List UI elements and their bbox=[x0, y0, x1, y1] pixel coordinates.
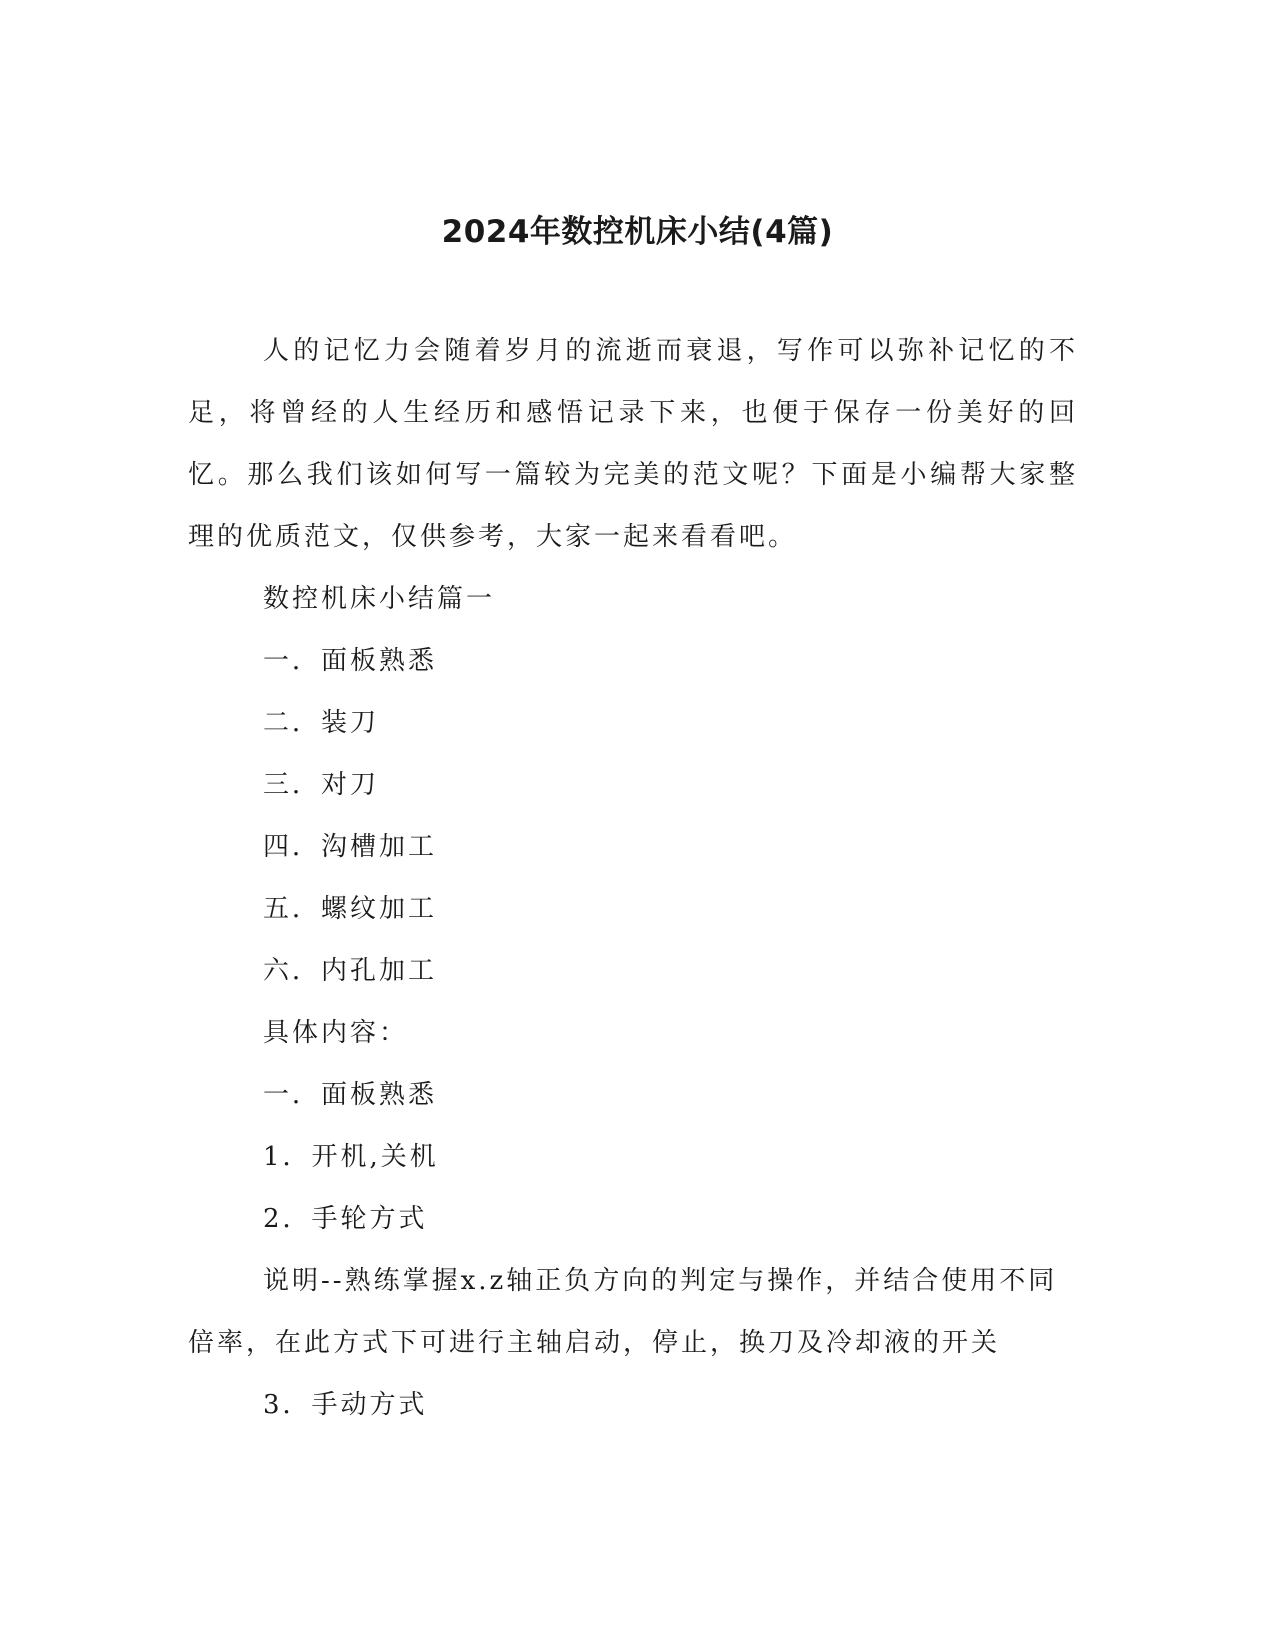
outline-item: 三．对刀 bbox=[263, 770, 380, 800]
outline-item: 二．装刀 bbox=[263, 708, 380, 738]
outline-item: 六．内孔加工 bbox=[263, 956, 438, 986]
outline-item: 五．螺纹加工 bbox=[263, 894, 438, 924]
page-title: 2024年数控机床小结(4篇) bbox=[441, 214, 834, 250]
intro-paragraph: 人的记忆力会随着岁月的流逝而衰退，写作可以弥补记忆的不足，将曾经的人生经历和感悟记录下来，也便于保存一份美好的回忆。那么我们该如何写一篇较为完美的范文呢？下面是小编帮大家整理的优质范文，仅供参考，大家一起来看看吧。 bbox=[188, 336, 1078, 552]
section-heading: 数控机床小结篇一 bbox=[263, 584, 496, 614]
outline-item: 一．面板熟悉 bbox=[263, 646, 438, 676]
explanation-paragraph: 说明--熟练掌握x.z轴正负方向的判定与操作，并结合使用不同倍率，在此方式下可进行主轴启动，停止，换刀及冷却液的开关 bbox=[188, 1266, 1058, 1358]
list-item: 1．开机,关机 bbox=[263, 1142, 439, 1172]
outline-item: 四．沟槽加工 bbox=[263, 832, 438, 862]
list-item: 3．手动方式 bbox=[263, 1390, 428, 1420]
document-body bbox=[188, 320, 1078, 1436]
content-label: 具体内容： bbox=[263, 1018, 409, 1048]
list-item: 2．手轮方式 bbox=[263, 1204, 428, 1234]
sub-heading: 一．面板熟悉 bbox=[263, 1080, 438, 1110]
